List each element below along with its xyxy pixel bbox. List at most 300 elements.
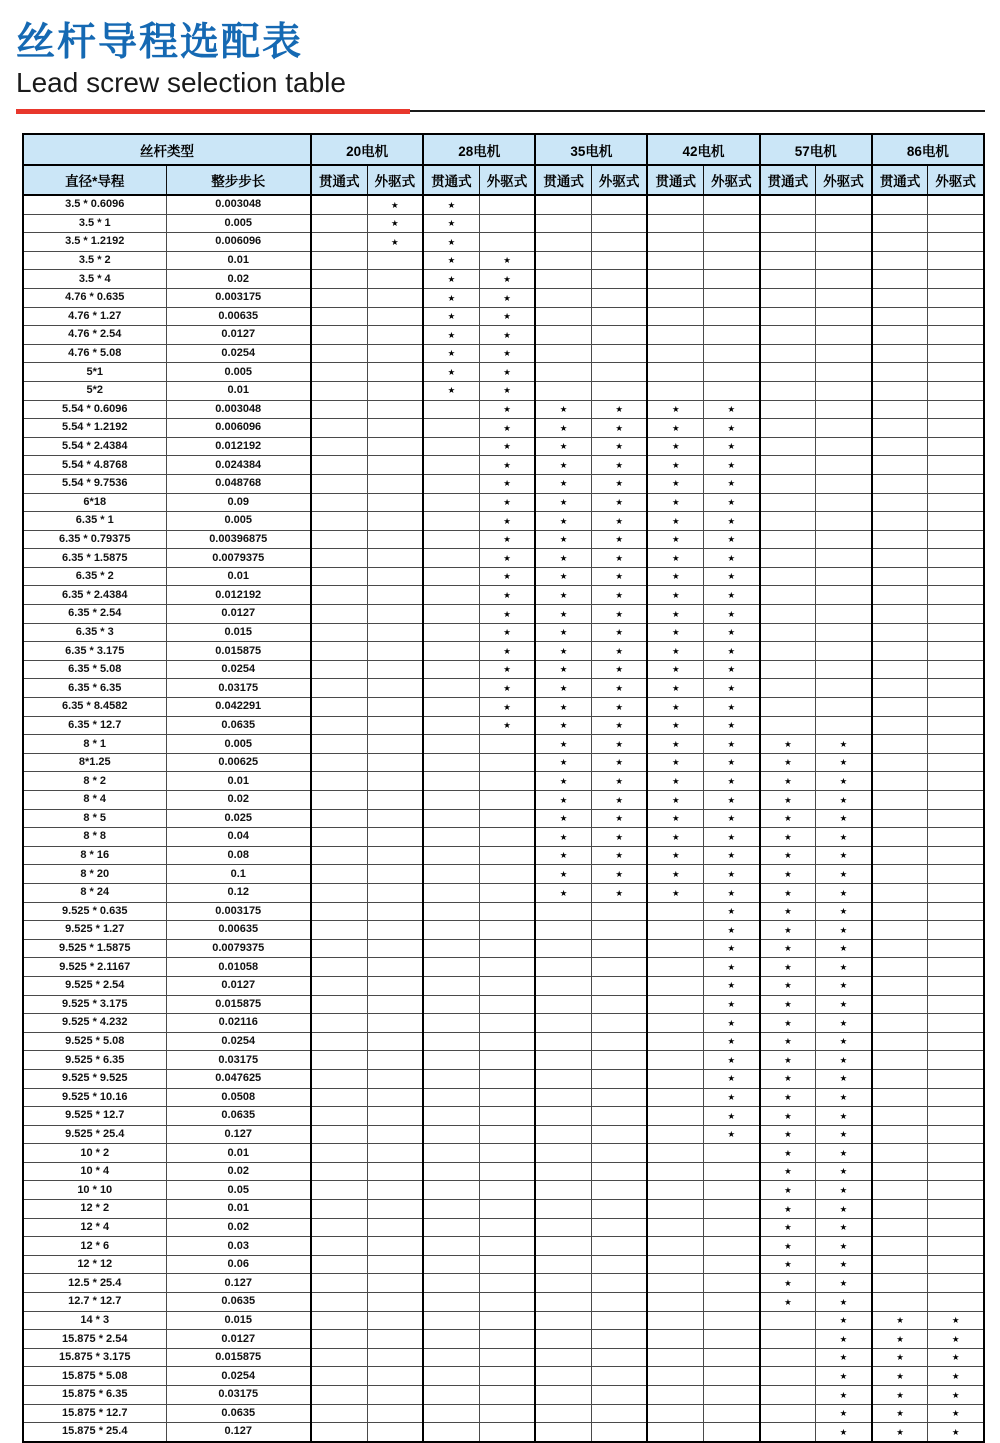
star-cell: ★ xyxy=(423,326,479,345)
star-cell xyxy=(760,307,816,326)
star-cell: ★ xyxy=(816,1162,872,1181)
star-cell: ★ xyxy=(647,698,703,717)
star-cell xyxy=(423,512,479,531)
star-cell: ★ xyxy=(591,493,647,512)
star-cell xyxy=(479,1014,535,1033)
star-cell xyxy=(704,1255,760,1274)
table-row xyxy=(23,753,984,772)
step-length-cell: 0.012192 xyxy=(166,437,311,456)
star-cell xyxy=(591,1107,647,1126)
step-length-cell: 0.01 xyxy=(166,381,311,400)
diameter-lead-cell: 9.525 * 5.08 xyxy=(23,1032,166,1051)
star-cell xyxy=(367,549,423,568)
star-cell xyxy=(647,1330,703,1349)
star-cell xyxy=(872,1162,928,1181)
diameter-lead-cell: 12.7 * 12.7 xyxy=(23,1293,166,1312)
star-cell: ★ xyxy=(535,493,591,512)
star-cell: ★ xyxy=(535,567,591,586)
header-motor-28: 28电机 xyxy=(423,134,535,165)
step-length-cell: 0.003175 xyxy=(166,902,311,921)
star-cell xyxy=(872,493,928,512)
star-cell xyxy=(647,976,703,995)
step-length-cell: 0.005 xyxy=(166,214,311,233)
star-cell xyxy=(760,233,816,252)
star-cell xyxy=(647,939,703,958)
star-cell xyxy=(535,1293,591,1312)
star-cell: ★ xyxy=(479,567,535,586)
star-cell xyxy=(423,1218,479,1237)
star-cell xyxy=(928,753,984,772)
diameter-lead-cell: 6.35 * 3.175 xyxy=(23,642,166,661)
star-cell xyxy=(928,1144,984,1163)
star-cell xyxy=(591,995,647,1014)
star-cell xyxy=(647,995,703,1014)
star-cell xyxy=(760,642,816,661)
star-cell xyxy=(816,512,872,531)
star-cell xyxy=(647,1293,703,1312)
star-cell xyxy=(591,1200,647,1219)
star-cell xyxy=(423,883,479,902)
star-cell xyxy=(760,1404,816,1423)
star-cell xyxy=(591,233,647,252)
header-full-step: 整步步长 xyxy=(166,165,311,195)
star-cell: ★ xyxy=(760,1218,816,1237)
star-cell xyxy=(423,976,479,995)
star-cell xyxy=(423,1144,479,1163)
star-cell xyxy=(367,1032,423,1051)
star-cell xyxy=(367,1348,423,1367)
star-cell: ★ xyxy=(591,828,647,847)
star-cell xyxy=(816,660,872,679)
star-cell xyxy=(367,1181,423,1200)
star-cell xyxy=(311,1423,367,1442)
step-length-cell: 0.04 xyxy=(166,828,311,847)
star-cell: ★ xyxy=(816,1311,872,1330)
table-row xyxy=(23,586,984,605)
star-cell xyxy=(704,1218,760,1237)
table-row xyxy=(23,698,984,717)
star-cell xyxy=(591,288,647,307)
star-cell xyxy=(928,995,984,1014)
star-cell: ★ xyxy=(591,567,647,586)
star-cell: ★ xyxy=(479,326,535,345)
star-cell: ★ xyxy=(535,456,591,475)
divider-red-segment xyxy=(16,109,410,114)
diameter-lead-cell: 8 * 5 xyxy=(23,809,166,828)
star-cell xyxy=(872,307,928,326)
star-cell xyxy=(760,567,816,586)
star-cell xyxy=(872,976,928,995)
divider-dark-segment xyxy=(410,110,985,112)
star-cell xyxy=(647,195,703,214)
star-cell xyxy=(928,400,984,419)
table-row xyxy=(23,549,984,568)
star-cell: ★ xyxy=(816,1423,872,1442)
star-cell xyxy=(535,1088,591,1107)
star-cell xyxy=(423,995,479,1014)
step-length-cell: 0.00635 xyxy=(166,921,311,940)
step-length-cell: 0.015875 xyxy=(166,642,311,661)
star-cell xyxy=(760,251,816,270)
star-cell: ★ xyxy=(647,512,703,531)
star-cell xyxy=(647,1032,703,1051)
star-cell xyxy=(367,381,423,400)
star-cell xyxy=(367,809,423,828)
star-cell: ★ xyxy=(647,865,703,884)
star-cell xyxy=(367,1404,423,1423)
star-cell xyxy=(704,233,760,252)
star-cell xyxy=(367,1330,423,1349)
diameter-lead-cell: 6.35 * 0.79375 xyxy=(23,530,166,549)
star-cell xyxy=(872,995,928,1014)
star-cell: ★ xyxy=(760,1237,816,1256)
star-cell xyxy=(760,288,816,307)
star-cell: ★ xyxy=(535,772,591,791)
diameter-lead-cell: 10 * 4 xyxy=(23,1162,166,1181)
table-header-group-row xyxy=(23,134,984,165)
star-cell: ★ xyxy=(704,883,760,902)
star-cell xyxy=(591,1274,647,1293)
step-length-cell: 0.003175 xyxy=(166,288,311,307)
table-row xyxy=(23,1014,984,1033)
star-cell: ★ xyxy=(704,586,760,605)
star-cell: ★ xyxy=(591,642,647,661)
star-cell xyxy=(647,1181,703,1200)
star-cell xyxy=(872,623,928,642)
star-cell xyxy=(928,1014,984,1033)
star-cell xyxy=(704,1423,760,1442)
star-cell xyxy=(928,1181,984,1200)
star-cell xyxy=(311,1088,367,1107)
star-cell: ★ xyxy=(704,976,760,995)
diameter-lead-cell: 12.5 * 25.4 xyxy=(23,1274,166,1293)
star-cell: ★ xyxy=(816,958,872,977)
diameter-lead-cell: 5.54 * 4.8768 xyxy=(23,456,166,475)
star-cell xyxy=(311,456,367,475)
star-cell: ★ xyxy=(704,456,760,475)
star-cell xyxy=(535,902,591,921)
star-cell xyxy=(760,660,816,679)
star-cell xyxy=(311,307,367,326)
star-cell xyxy=(367,976,423,995)
star-cell xyxy=(367,530,423,549)
star-cell xyxy=(928,288,984,307)
star-cell xyxy=(647,1218,703,1237)
star-cell xyxy=(311,1404,367,1423)
star-cell: ★ xyxy=(928,1348,984,1367)
star-cell xyxy=(928,698,984,717)
star-cell: ★ xyxy=(816,1367,872,1386)
star-cell xyxy=(311,1311,367,1330)
star-cell xyxy=(535,1404,591,1423)
star-cell: ★ xyxy=(423,381,479,400)
diameter-lead-cell: 5*2 xyxy=(23,381,166,400)
star-cell xyxy=(423,623,479,642)
star-cell xyxy=(704,251,760,270)
star-cell: ★ xyxy=(816,1107,872,1126)
star-cell: ★ xyxy=(647,809,703,828)
step-length-cell: 0.0254 xyxy=(166,1032,311,1051)
star-cell xyxy=(423,772,479,791)
star-cell: ★ xyxy=(647,456,703,475)
star-cell xyxy=(479,958,535,977)
step-length-cell: 0.0254 xyxy=(166,660,311,679)
star-cell xyxy=(423,437,479,456)
star-cell xyxy=(928,660,984,679)
star-cell: ★ xyxy=(704,939,760,958)
star-cell xyxy=(311,1386,367,1405)
star-cell xyxy=(535,1274,591,1293)
step-length-cell: 0.005 xyxy=(166,512,311,531)
star-cell xyxy=(872,660,928,679)
star-cell xyxy=(479,995,535,1014)
star-cell: ★ xyxy=(535,474,591,493)
diameter-lead-cell: 8 * 24 xyxy=(23,883,166,902)
star-cell xyxy=(760,1423,816,1442)
star-cell: ★ xyxy=(423,214,479,233)
step-length-cell: 0.003048 xyxy=(166,400,311,419)
star-cell xyxy=(479,1032,535,1051)
table-row xyxy=(23,1311,984,1330)
star-cell xyxy=(535,1162,591,1181)
star-cell: ★ xyxy=(423,251,479,270)
star-cell xyxy=(423,1107,479,1126)
star-cell xyxy=(760,586,816,605)
star-cell xyxy=(479,921,535,940)
star-cell: ★ xyxy=(872,1386,928,1405)
star-cell xyxy=(479,1423,535,1442)
star-cell xyxy=(535,326,591,345)
star-cell xyxy=(872,698,928,717)
star-cell xyxy=(311,1293,367,1312)
step-length-cell: 0.127 xyxy=(166,1423,311,1442)
star-cell xyxy=(760,326,816,345)
star-cell: ★ xyxy=(591,809,647,828)
star-cell: ★ xyxy=(591,474,647,493)
table-row xyxy=(23,809,984,828)
star-cell xyxy=(367,456,423,475)
table-row xyxy=(23,1032,984,1051)
star-cell xyxy=(760,195,816,214)
star-cell xyxy=(704,214,760,233)
star-cell xyxy=(423,474,479,493)
star-cell xyxy=(535,381,591,400)
star-cell xyxy=(535,1237,591,1256)
star-cell xyxy=(928,381,984,400)
star-cell xyxy=(704,307,760,326)
star-cell xyxy=(479,939,535,958)
star-cell xyxy=(816,679,872,698)
star-cell xyxy=(367,1069,423,1088)
star-cell xyxy=(816,381,872,400)
star-cell xyxy=(760,716,816,735)
header-28-external: 外驱式 xyxy=(479,165,535,195)
star-cell xyxy=(591,902,647,921)
star-cell: ★ xyxy=(647,493,703,512)
diameter-lead-cell: 4.76 * 0.635 xyxy=(23,288,166,307)
step-length-cell: 0.015875 xyxy=(166,1348,311,1367)
star-cell xyxy=(367,1311,423,1330)
star-cell: ★ xyxy=(760,1200,816,1219)
star-cell: ★ xyxy=(760,902,816,921)
star-cell xyxy=(928,1032,984,1051)
star-cell: ★ xyxy=(760,1088,816,1107)
header-motor-86: 86电机 xyxy=(872,134,984,165)
table-row xyxy=(23,1348,984,1367)
table-row xyxy=(23,921,984,940)
star-cell: ★ xyxy=(816,1237,872,1256)
star-cell xyxy=(311,530,367,549)
star-cell xyxy=(760,549,816,568)
star-cell xyxy=(535,214,591,233)
table-row xyxy=(23,344,984,363)
table-row xyxy=(23,419,984,438)
star-cell: ★ xyxy=(760,865,816,884)
star-cell xyxy=(423,1386,479,1405)
step-length-cell: 0.00396875 xyxy=(166,530,311,549)
star-cell xyxy=(872,1274,928,1293)
star-cell xyxy=(591,381,647,400)
star-cell xyxy=(928,1107,984,1126)
star-cell xyxy=(311,1348,367,1367)
star-cell: ★ xyxy=(535,791,591,810)
step-length-cell: 0.0635 xyxy=(166,1107,311,1126)
star-cell xyxy=(311,270,367,289)
star-cell xyxy=(311,1255,367,1274)
star-cell: ★ xyxy=(704,1014,760,1033)
star-cell xyxy=(872,195,928,214)
table-row xyxy=(23,456,984,475)
star-cell: ★ xyxy=(816,1144,872,1163)
star-cell xyxy=(647,270,703,289)
star-cell xyxy=(928,326,984,345)
star-cell xyxy=(367,270,423,289)
star-cell xyxy=(479,1274,535,1293)
table-row xyxy=(23,1386,984,1405)
star-cell: ★ xyxy=(591,456,647,475)
header-diameter-lead: 直径*导程 xyxy=(23,165,166,195)
star-cell xyxy=(311,381,367,400)
star-cell: ★ xyxy=(535,679,591,698)
star-cell xyxy=(704,1330,760,1349)
table-row xyxy=(23,381,984,400)
star-cell xyxy=(760,605,816,624)
diameter-lead-cell: 15.875 * 3.175 xyxy=(23,1348,166,1367)
star-cell: ★ xyxy=(535,605,591,624)
star-cell xyxy=(367,623,423,642)
step-length-cell: 0.03175 xyxy=(166,1386,311,1405)
star-cell xyxy=(479,828,535,847)
star-cell: ★ xyxy=(760,753,816,772)
star-cell xyxy=(928,437,984,456)
star-cell xyxy=(367,1367,423,1386)
star-cell: ★ xyxy=(704,679,760,698)
star-cell xyxy=(423,1051,479,1070)
star-cell: ★ xyxy=(760,1069,816,1088)
star-cell xyxy=(479,1311,535,1330)
star-cell: ★ xyxy=(816,1330,872,1349)
star-cell: ★ xyxy=(479,679,535,698)
star-cell xyxy=(367,883,423,902)
star-cell xyxy=(479,772,535,791)
star-cell xyxy=(928,735,984,754)
star-cell xyxy=(535,288,591,307)
star-cell xyxy=(928,493,984,512)
star-cell xyxy=(760,1386,816,1405)
star-cell: ★ xyxy=(760,976,816,995)
star-cell xyxy=(535,307,591,326)
star-cell: ★ xyxy=(704,846,760,865)
diameter-lead-cell: 3.5 * 0.6096 xyxy=(23,195,166,214)
star-cell: ★ xyxy=(704,828,760,847)
star-cell: ★ xyxy=(872,1330,928,1349)
star-cell xyxy=(872,753,928,772)
star-cell xyxy=(367,400,423,419)
diameter-lead-cell: 9.525 * 2.1167 xyxy=(23,958,166,977)
star-cell: ★ xyxy=(760,1181,816,1200)
step-length-cell: 0.127 xyxy=(166,1125,311,1144)
star-cell xyxy=(535,1200,591,1219)
star-cell xyxy=(928,716,984,735)
star-cell xyxy=(311,605,367,624)
star-cell xyxy=(647,1274,703,1293)
star-cell xyxy=(479,1125,535,1144)
star-cell xyxy=(872,251,928,270)
table-row xyxy=(23,1200,984,1219)
header-57-through: 贯通式 xyxy=(760,165,816,195)
header-20-external: 外驱式 xyxy=(367,165,423,195)
star-cell xyxy=(591,1125,647,1144)
step-length-cell: 0.0127 xyxy=(166,1330,311,1349)
table-row xyxy=(23,233,984,252)
star-cell xyxy=(928,958,984,977)
star-cell: ★ xyxy=(591,698,647,717)
star-cell xyxy=(311,1051,367,1070)
diameter-lead-cell: 10 * 10 xyxy=(23,1181,166,1200)
star-cell xyxy=(423,1423,479,1442)
star-cell: ★ xyxy=(704,921,760,940)
star-cell xyxy=(535,958,591,977)
step-length-cell: 0.0635 xyxy=(166,1293,311,1312)
star-cell xyxy=(591,251,647,270)
star-cell xyxy=(367,902,423,921)
star-cell xyxy=(928,233,984,252)
diameter-lead-cell: 9.525 * 1.27 xyxy=(23,921,166,940)
diameter-lead-cell: 15.875 * 5.08 xyxy=(23,1367,166,1386)
star-cell: ★ xyxy=(704,698,760,717)
star-cell xyxy=(872,1069,928,1088)
star-cell xyxy=(647,307,703,326)
step-length-cell: 0.00625 xyxy=(166,753,311,772)
star-cell xyxy=(423,586,479,605)
star-cell xyxy=(311,735,367,754)
star-cell xyxy=(367,326,423,345)
star-cell xyxy=(367,846,423,865)
star-cell xyxy=(760,456,816,475)
star-cell xyxy=(647,1423,703,1442)
star-cell: ★ xyxy=(535,586,591,605)
star-cell xyxy=(367,512,423,531)
step-length-cell: 0.0127 xyxy=(166,976,311,995)
star-cell: ★ xyxy=(591,883,647,902)
star-cell xyxy=(367,698,423,717)
star-cell xyxy=(367,251,423,270)
star-cell xyxy=(647,1386,703,1405)
star-cell xyxy=(535,1255,591,1274)
star-cell: ★ xyxy=(479,474,535,493)
star-cell xyxy=(423,1181,479,1200)
star-cell xyxy=(928,605,984,624)
